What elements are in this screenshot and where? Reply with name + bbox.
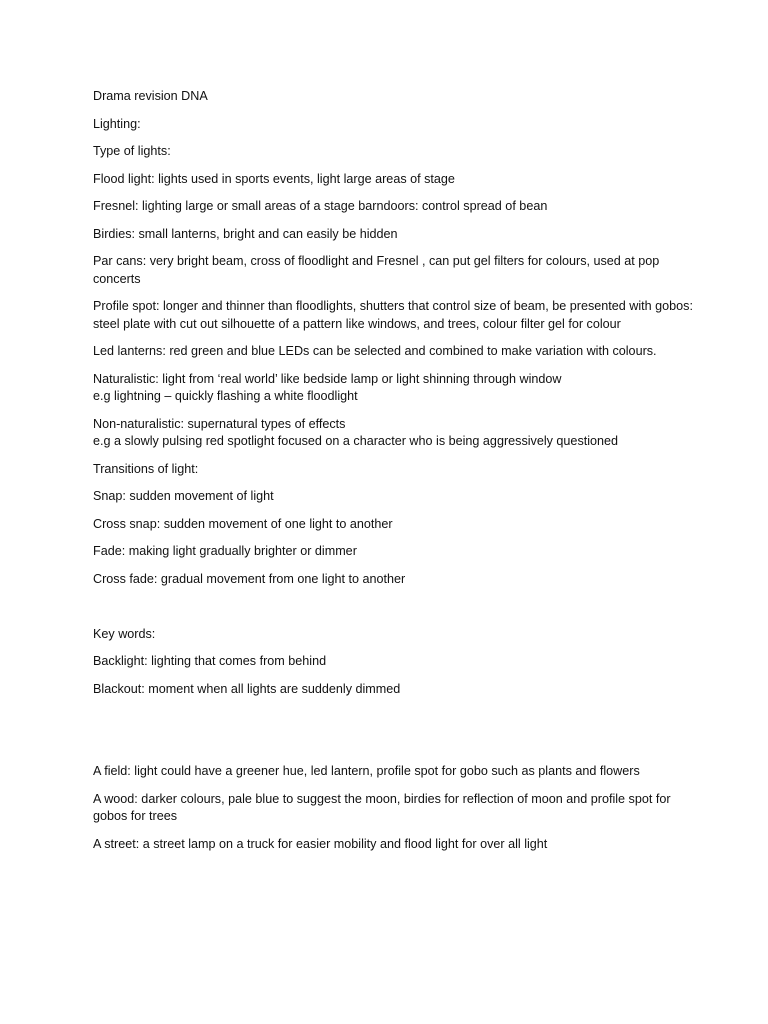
paragraph-field: A field: light could have a greener hue, led lantern, profile spot for gobo such as plants and flowers [93,764,640,778]
naturalistic-example: e.g lightning – quickly flashing a white floodlight [93,389,358,403]
paragraph-street: A street: a street lamp on a truck for easier mobility and flood light for over all light [93,836,548,851]
non-naturalistic-example: e.g a slowly pulsing red spotlight focused on a character who is being aggressively questioned [93,434,619,448]
paragraph-naturalistic [93,371,693,406]
blank-line [93,598,693,616]
non-naturalistic-definition: Non-naturalistic: supernatural types of effects [93,416,346,431]
paragraph-led-lanterns: Led lanterns: red green and blue LEDs can be selected and combined to make variation with colours. [93,344,657,358]
blank-line [93,708,693,726]
paragraph-blackout: Blackout: moment when all lights are suddenly dimmed [93,681,401,696]
paragraph-snap: Snap: sudden movement of light [93,489,274,503]
document-title: Drama revision DNA [93,89,208,103]
paragraph-profile-spot: Profile spot: longer and thinner than floodlights, shutters that control size of beam, be presented with gobos: steel plate with cut out silhouette of a pattern like windows, and trees, colour filter gel for colour [93,299,693,331]
paragraph-birdies: Birdies: small lanterns, bright and can easily be hidden [93,226,398,241]
subheading-transitions: Transitions of light: [93,461,199,476]
subheading-types-of-lights: Type of lights: [93,144,171,158]
paragraph-cross-snap: Cross snap: sudden movement of one light to another [93,516,393,531]
paragraph-fade: Fade: making light gradually brighter or dimmer [93,544,357,558]
paragraph-non-naturalistic [93,416,693,451]
document-body [93,88,693,863]
naturalistic-definition: Naturalistic: light from ‘real world’ like bedside lamp or light shinning through window [93,371,562,386]
paragraph-wood: A wood: darker colours, pale blue to suggest the moon, birdies for reflection of moon and profile spot for gobos for trees [93,791,671,823]
paragraph-flood-light: Flood light: lights used in sports events, light large areas of stage [93,171,455,186]
subheading-key-words: Key words: [93,626,156,641]
paragraph-par-cans: Par cans: very bright beam, cross of floodlight and Fresnel , can put gel filters for colours, used at pop concerts [93,254,660,286]
section-heading-lighting: Lighting: [93,116,141,131]
blank-line [93,736,693,754]
paragraph-backlight: Backlight: lighting that comes from behind [93,654,327,668]
paragraph-cross-fade: Cross fade: gradual movement from one light to another [93,571,406,586]
paragraph-fresnel: Fresnel: lighting large or small areas of a stage barndoors: control spread of bean [93,199,548,213]
